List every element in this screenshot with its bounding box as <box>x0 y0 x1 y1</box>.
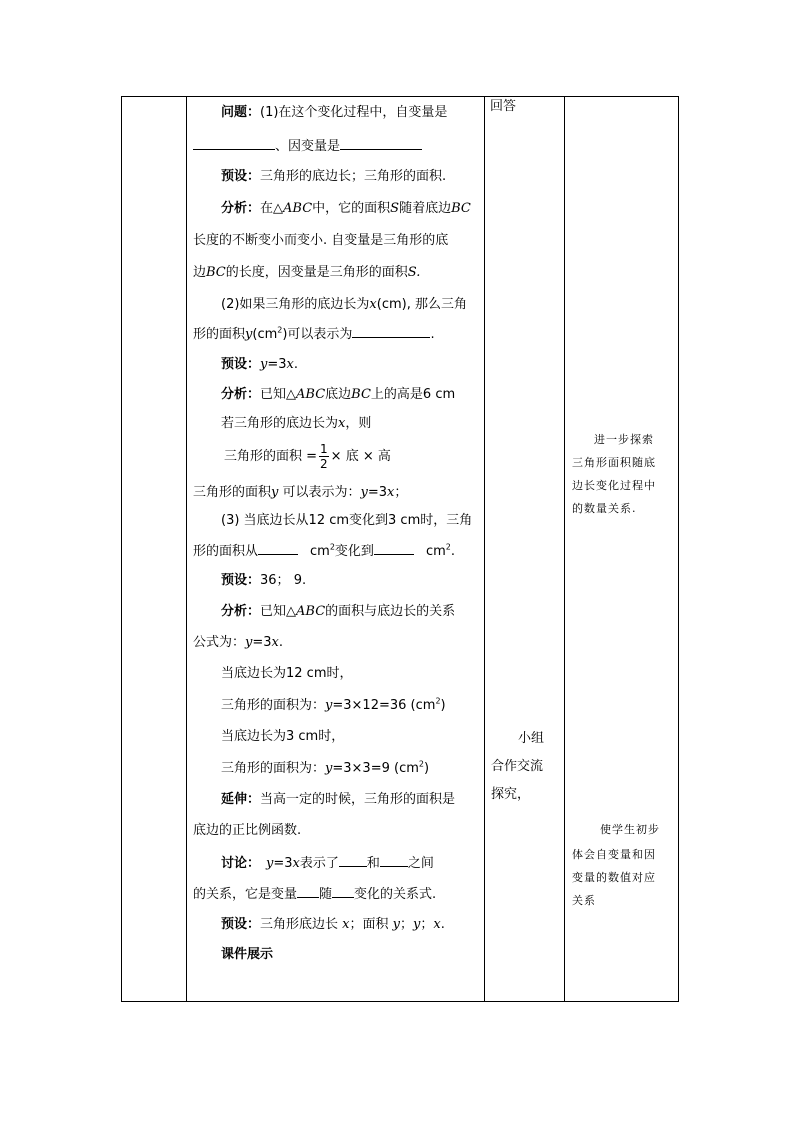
text: =3 <box>252 635 272 650</box>
analysis-2-line2 <box>221 415 371 433</box>
math-var: x <box>338 416 346 431</box>
design-note-1-cont <box>572 451 678 520</box>
superscript: 2 <box>277 325 283 335</box>
math-var: x <box>292 856 300 871</box>
analysis-3-line2 <box>193 634 283 652</box>
text: 三角形底边长 <box>260 917 343 932</box>
column-divider <box>186 96 187 1002</box>
answer-blank <box>374 541 414 555</box>
text: 和 <box>366 856 380 871</box>
math-var: x <box>433 917 441 932</box>
text: ； <box>394 485 408 500</box>
math-var: S <box>390 201 400 216</box>
text: 的面积与底边长的关系 <box>325 604 456 619</box>
text: 形的面积从 <box>193 544 259 559</box>
text: =3 <box>273 856 293 871</box>
text: × 底 × 高 <box>330 449 391 464</box>
math-var: x <box>286 357 294 372</box>
text: 三角形的面积为： <box>221 761 326 776</box>
math-var: y <box>325 761 333 776</box>
note-line: 变量的数值对应 <box>572 871 656 884</box>
text: cm <box>425 544 446 559</box>
text: 在△ <box>260 201 284 216</box>
fraction-numerator: 1 <box>320 442 328 456</box>
math-var: ABC <box>296 387 326 402</box>
text: (cm <box>252 327 278 342</box>
preset-label: 预设： <box>221 573 261 588</box>
math-var: BC <box>451 201 471 216</box>
text: ； <box>420 917 434 932</box>
question-3-line2 <box>193 541 455 561</box>
analysis-3-line6 <box>221 760 429 778</box>
text: 中，它的面积 <box>312 201 391 216</box>
text: ，则 <box>345 416 372 431</box>
text: 形的面积 <box>193 327 246 342</box>
group-label-2: 合作交流 <box>491 759 544 774</box>
text: . <box>450 544 455 559</box>
math-var: x <box>271 635 279 650</box>
text: ) <box>440 698 446 713</box>
design-note-2 <box>572 818 678 841</box>
extension-label: 延伸： <box>221 792 261 807</box>
text: . <box>440 917 445 932</box>
analysis-label: 分析： <box>221 387 261 402</box>
analysis-label: 分析： <box>221 201 261 216</box>
fraction-denominator: 2 <box>320 457 328 471</box>
preset-label: 预设： <box>221 917 261 932</box>
text: 若三角形的底边长为 <box>221 416 339 431</box>
note-line: 边长变化过程中 <box>572 479 656 492</box>
fraction <box>319 442 329 471</box>
text: =3 <box>267 357 287 372</box>
text: 三角形的面积 <box>193 485 272 500</box>
note-line: 三角形面积随底 <box>572 456 656 469</box>
text: 三角形的面积 = <box>224 449 318 464</box>
design-note-1 <box>572 428 678 451</box>
question-text: 、因变量是 <box>275 139 341 154</box>
analysis-3-line4 <box>221 697 446 715</box>
design-note-2-cont <box>572 843 678 912</box>
text: 随着底边 <box>399 201 452 216</box>
note-line: 使学生初步 <box>600 823 660 836</box>
text: 上的高是6 cm <box>370 387 456 402</box>
analysis-2-line4 <box>193 484 407 502</box>
answer-blank <box>340 136 422 150</box>
area-formula <box>224 442 391 471</box>
text: (2)如果三角形的底边长为 <box>221 297 370 312</box>
text: 底边 <box>325 387 352 402</box>
analysis-2 <box>221 386 455 404</box>
text: 当高一定的时候，三角形的面积是 <box>260 792 456 807</box>
text: ；面积 <box>349 917 393 932</box>
extension <box>221 791 455 809</box>
question-3: (3) 当底边长从12 cm变化到3 cm时，三角 <box>221 513 473 528</box>
text: ) <box>423 761 430 776</box>
math-var: y <box>271 485 279 500</box>
column-divider <box>564 96 565 1002</box>
question-label: 问题： <box>221 105 261 120</box>
text: 的关系，它是变量 <box>193 887 298 902</box>
preset-label: 预设： <box>221 169 261 184</box>
math-var: y <box>413 917 421 932</box>
text: 可以表示为： <box>278 485 361 500</box>
answer-blank <box>380 853 408 867</box>
text: . <box>430 327 435 342</box>
math-var: x <box>387 485 395 500</box>
preset-label: 预设： <box>221 357 261 372</box>
math-var: x <box>342 917 350 932</box>
superscript: 2 <box>418 759 424 769</box>
column-divider <box>484 96 485 1002</box>
math-var: BC <box>351 387 371 402</box>
note-line: 关系 <box>572 894 596 907</box>
text: =3 <box>367 485 388 500</box>
answer-label: 回答 <box>490 99 517 114</box>
text: =3×3=9 (cm <box>332 761 419 776</box>
answer-blank <box>332 884 354 898</box>
question-1-blanks <box>193 136 422 156</box>
text: 之间 <box>407 856 434 871</box>
preset-3 <box>221 572 306 590</box>
preset-1 <box>221 168 446 186</box>
text: 的长度，因变量是三角形的面积 <box>225 265 408 280</box>
discussion <box>221 853 434 873</box>
text: 已知△ <box>260 387 297 402</box>
answer-blank <box>193 136 275 150</box>
analysis-3 <box>221 603 455 621</box>
question-text: (1)在这个变化过程中，自变量是 <box>260 105 448 120</box>
preset-4 <box>221 916 445 934</box>
math-var: ABC <box>283 201 313 216</box>
text: 边 <box>193 265 207 280</box>
text: 三角形的面积为： <box>221 698 326 713</box>
text: (cm), 那么三角 <box>376 297 467 312</box>
superscript: 2 <box>329 542 335 552</box>
math-var: y <box>266 856 274 871</box>
preset-text: 36； 9. <box>260 573 307 588</box>
answer-blank <box>352 324 430 338</box>
math-var: ABC <box>296 604 326 619</box>
note-line: 体会自变量和因 <box>572 848 656 861</box>
question-2-line2 <box>193 324 435 344</box>
answer-blank <box>297 884 319 898</box>
note-line: 的数量关系. <box>572 502 637 515</box>
courseware-heading: 课件展示 <box>221 947 274 962</box>
group-label-1: 小组 <box>518 731 545 746</box>
math-var: y <box>325 698 333 713</box>
analysis-1 <box>221 200 471 218</box>
analysis-3-line3: 当底边长为12 cm时， <box>221 666 353 681</box>
discussion-label: 讨论： <box>221 856 261 871</box>
answer-blank <box>339 853 367 867</box>
text: 已知△ <box>260 604 297 619</box>
text: ； <box>400 917 414 932</box>
analysis-1-line2: 长度的不断变小而变小. 自变量是三角形的底 <box>193 233 449 248</box>
text: )可以表示为 <box>282 327 353 342</box>
math-var: y <box>260 357 268 372</box>
answer-blank <box>258 541 298 555</box>
text: 随 <box>319 887 333 902</box>
superscript: 2 <box>445 542 451 552</box>
analysis-1-line3 <box>193 264 420 282</box>
math-var: y <box>245 635 253 650</box>
note-line: 进一步探索 <box>594 433 654 446</box>
preset-text: 三角形的底边长；三角形的面积. <box>260 169 447 184</box>
math-var: BC <box>206 265 226 280</box>
math-var: x <box>369 297 377 312</box>
text: 变化到 <box>334 544 374 559</box>
text: . <box>293 357 299 372</box>
group-label-3: 探究， <box>491 787 531 802</box>
question-1 <box>221 104 447 122</box>
text: cm <box>310 544 330 559</box>
math-var: y <box>245 327 253 342</box>
question-2 <box>221 296 467 314</box>
analysis-3-line5: 当底边长为3 cm时， <box>221 729 345 744</box>
analysis-label: 分析： <box>221 604 261 619</box>
text: =3×12=36 (cm <box>332 698 436 713</box>
text: 变化的关系式. <box>354 887 437 902</box>
discussion-line2 <box>193 884 436 904</box>
text: . <box>278 635 284 650</box>
math-var: y <box>360 485 368 500</box>
math-var: S. <box>407 265 421 280</box>
superscript: 2 <box>435 696 441 706</box>
text: 公式为： <box>193 635 246 650</box>
text: 表示了 <box>299 856 339 871</box>
extension-line2: 底边的正比例函数. <box>193 823 302 838</box>
math-var: y <box>392 917 400 932</box>
preset-2 <box>221 356 298 374</box>
